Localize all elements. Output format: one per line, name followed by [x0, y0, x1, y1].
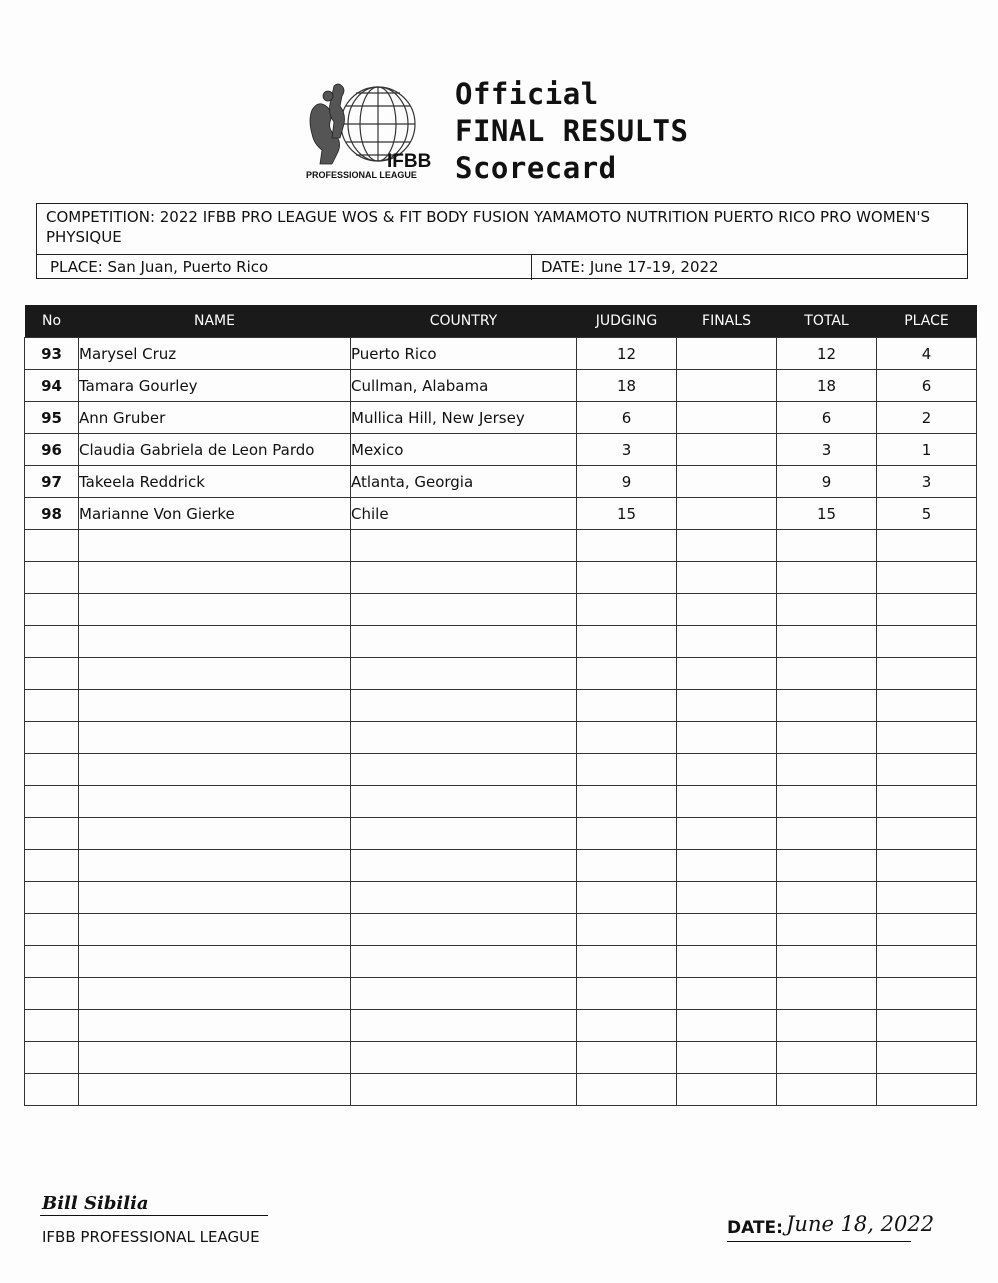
cell-no: 95 [25, 402, 79, 434]
cell-total-empty [777, 1042, 877, 1074]
cell-place-empty [877, 1042, 977, 1074]
cell-place-empty [877, 722, 977, 754]
table-row [25, 466, 977, 498]
cell-total-empty [777, 850, 877, 882]
cell-no-empty [25, 882, 79, 914]
cell-judging-empty [577, 850, 677, 882]
empty-table-row [25, 562, 977, 594]
cell-place-empty [877, 594, 977, 626]
cell-finals-empty [677, 946, 777, 978]
cell-judging-empty [577, 754, 677, 786]
logo-league-text: PROFESSIONAL LEAGUE [306, 170, 417, 180]
cell-judging-empty [577, 946, 677, 978]
cell-total-empty [777, 754, 877, 786]
cell-judging-empty [577, 978, 677, 1010]
cell-place-empty [877, 1010, 977, 1042]
cell-no-empty [25, 1074, 79, 1106]
title-line-scorecard: Scorecard [455, 151, 617, 185]
title-line-official: Official [455, 77, 599, 111]
cell-finals [677, 338, 777, 370]
cell-finals-empty [677, 978, 777, 1010]
table-row [25, 498, 977, 530]
table-row [25, 338, 977, 370]
cell-no-empty [25, 1042, 79, 1074]
cell-place-empty [877, 626, 977, 658]
cell-judging-empty [577, 914, 677, 946]
cell-finals-empty [677, 754, 777, 786]
cell-finals [677, 466, 777, 498]
table-header-row [25, 305, 977, 338]
cell-country-empty [351, 914, 577, 946]
header-place: PLACE [877, 305, 977, 338]
cell-name-empty [79, 658, 351, 690]
cell-country-empty [351, 722, 577, 754]
cell-finals-empty [677, 1010, 777, 1042]
cell-country-empty [351, 978, 577, 1010]
cell-judging-empty [577, 722, 677, 754]
cell-no-empty [25, 786, 79, 818]
cell-total: 3 [777, 434, 877, 466]
cell-name: Marysel Cruz [79, 338, 351, 370]
footer-date-label: DATE: [727, 1218, 783, 1238]
cell-place: 4 [877, 338, 977, 370]
cell-total-empty [777, 626, 877, 658]
cell-finals-empty [677, 626, 777, 658]
cell-no: 96 [25, 434, 79, 466]
cell-no-empty [25, 1010, 79, 1042]
cell-country-empty [351, 562, 577, 594]
cell-country-empty [351, 658, 577, 690]
cell-country: Chile [351, 498, 577, 530]
cell-total: 9 [777, 466, 877, 498]
empty-table-row [25, 530, 977, 562]
cell-place: 2 [877, 402, 977, 434]
cell-country: Cullman, Alabama [351, 370, 577, 402]
cell-country-empty [351, 818, 577, 850]
empty-table-row [25, 850, 977, 882]
cell-name-empty [79, 946, 351, 978]
cell-judging: 6 [577, 402, 677, 434]
cell-no: 93 [25, 338, 79, 370]
cell-total-empty [777, 882, 877, 914]
cell-total-empty [777, 946, 877, 978]
cell-country-empty [351, 1010, 577, 1042]
empty-table-row [25, 882, 977, 914]
cell-total-empty [777, 818, 877, 850]
cell-finals-empty [677, 594, 777, 626]
cell-total-empty [777, 690, 877, 722]
cell-place-empty [877, 658, 977, 690]
cell-no-empty [25, 914, 79, 946]
cell-finals-empty [677, 1074, 777, 1106]
date-field: DATE: June 17-19, 2022 [531, 255, 719, 280]
cell-name: Tamara Gourley [79, 370, 351, 402]
title-line-final-results: FINAL RESULTS [455, 114, 689, 148]
cell-country: Mullica Hill, New Jersey [351, 402, 577, 434]
cell-country-empty [351, 786, 577, 818]
cell-finals-empty [677, 530, 777, 562]
signature-line [40, 1215, 268, 1216]
cell-no-empty [25, 530, 79, 562]
cell-judging: 9 [577, 466, 677, 498]
header-judging: JUDGING [577, 305, 677, 338]
cell-place: 1 [877, 434, 977, 466]
table-row [25, 434, 977, 466]
empty-table-row [25, 818, 977, 850]
cell-country: Atlanta, Georgia [351, 466, 577, 498]
cell-place-empty [877, 946, 977, 978]
cell-country-empty [351, 946, 577, 978]
cell-no-empty [25, 690, 79, 722]
cell-name-empty [79, 530, 351, 562]
cell-place-empty [877, 882, 977, 914]
empty-table-row [25, 722, 977, 754]
cell-judging-empty [577, 530, 677, 562]
empty-table-row [25, 1010, 977, 1042]
cell-judging-empty [577, 594, 677, 626]
cell-judging: 3 [577, 434, 677, 466]
cell-place-empty [877, 818, 977, 850]
cell-total-empty [777, 562, 877, 594]
cell-name-empty [79, 978, 351, 1010]
cell-no-empty [25, 658, 79, 690]
cell-no-empty [25, 562, 79, 594]
cell-finals [677, 402, 777, 434]
empty-table-row [25, 754, 977, 786]
cell-name: Ann Gruber [79, 402, 351, 434]
cell-name-empty [79, 1010, 351, 1042]
cell-place: 5 [877, 498, 977, 530]
cell-name-empty [79, 1042, 351, 1074]
cell-finals-empty [677, 850, 777, 882]
cell-judging-empty [577, 786, 677, 818]
cell-place-empty [877, 690, 977, 722]
cell-total-empty [777, 1010, 877, 1042]
cell-judging-empty [577, 882, 677, 914]
cell-total: 15 [777, 498, 877, 530]
cell-name-empty [79, 882, 351, 914]
organization-label: IFBB PROFESSIONAL LEAGUE [42, 1228, 260, 1246]
cell-total-empty [777, 978, 877, 1010]
header-total: TOTAL [777, 305, 877, 338]
cell-country-empty [351, 1074, 577, 1106]
header-finals: FINALS [677, 305, 777, 338]
cell-country: Mexico [351, 434, 577, 466]
cell-judging-empty [577, 562, 677, 594]
competition-name: COMPETITION: 2022 IFBB PRO LEAGUE WOS & FIT BODY FUSION YAMAMOTO NUTRITION PUERTO RICO PRO WOMEN'S PHYSIQUE [46, 208, 931, 246]
cell-finals-empty [677, 722, 777, 754]
cell-total-empty [777, 722, 877, 754]
empty-table-row [25, 594, 977, 626]
cell-country-empty [351, 626, 577, 658]
cell-judging-empty [577, 1074, 677, 1106]
cell-finals-empty [677, 658, 777, 690]
cell-no: 98 [25, 498, 79, 530]
cell-judging-empty [577, 1010, 677, 1042]
cell-finals-empty [677, 786, 777, 818]
empty-table-row [25, 1074, 977, 1106]
cell-country-empty [351, 882, 577, 914]
table-row [25, 370, 977, 402]
cell-judging: 12 [577, 338, 677, 370]
empty-table-row [25, 946, 977, 978]
cell-finals-empty [677, 914, 777, 946]
cell-total-empty [777, 530, 877, 562]
page-title [455, 76, 688, 187]
cell-place-empty [877, 786, 977, 818]
cell-no: 94 [25, 370, 79, 402]
cell-total-empty [777, 658, 877, 690]
cell-name-empty [79, 562, 351, 594]
competition-info-box [36, 203, 968, 279]
cell-name-empty [79, 754, 351, 786]
cell-no-empty [25, 754, 79, 786]
cell-place-empty [877, 978, 977, 1010]
empty-table-row [25, 786, 977, 818]
cell-name-empty [79, 690, 351, 722]
cell-total: 12 [777, 338, 877, 370]
cell-judging: 18 [577, 370, 677, 402]
cell-name-empty [79, 818, 351, 850]
cell-total-empty [777, 914, 877, 946]
cell-country-empty [351, 594, 577, 626]
cell-name: Takeela Reddrick [79, 466, 351, 498]
cell-country-empty [351, 850, 577, 882]
cell-place-empty [877, 914, 977, 946]
cell-judging-empty [577, 626, 677, 658]
cell-place-empty [877, 754, 977, 786]
header-name: NAME [79, 305, 351, 338]
cell-total: 18 [777, 370, 877, 402]
results-body [25, 338, 977, 1106]
empty-table-row [25, 658, 977, 690]
cell-finals-empty [677, 882, 777, 914]
cell-country-empty [351, 754, 577, 786]
cell-no-empty [25, 818, 79, 850]
cell-no-empty [25, 722, 79, 754]
cell-no-empty [25, 978, 79, 1010]
header-no: No [25, 305, 79, 338]
cell-no-empty [25, 946, 79, 978]
cell-judging: 15 [577, 498, 677, 530]
cell-place-empty [877, 530, 977, 562]
cell-judging-empty [577, 690, 677, 722]
cell-judging-empty [577, 818, 677, 850]
cell-country: Puerto Rico [351, 338, 577, 370]
cell-name-empty [79, 626, 351, 658]
cell-place-empty [877, 562, 977, 594]
cell-finals [677, 434, 777, 466]
cell-judging-empty [577, 1042, 677, 1074]
cell-country-empty [351, 530, 577, 562]
cell-name: Claudia Gabriela de Leon Pardo [79, 434, 351, 466]
cell-place-empty [877, 850, 977, 882]
cell-total-empty [777, 1074, 877, 1106]
cell-total-empty [777, 594, 877, 626]
cell-no-empty [25, 594, 79, 626]
cell-no-empty [25, 850, 79, 882]
empty-table-row [25, 690, 977, 722]
footer-date-value: June 18, 2022 [786, 1212, 935, 1236]
cell-name-empty [79, 850, 351, 882]
footer-date-line [727, 1241, 911, 1242]
cell-no-empty [25, 626, 79, 658]
cell-place-empty [877, 1074, 977, 1106]
cell-total-empty [777, 786, 877, 818]
cell-name-empty [79, 914, 351, 946]
empty-table-row [25, 1042, 977, 1074]
cell-name-empty [79, 1074, 351, 1106]
cell-finals-empty [677, 1042, 777, 1074]
cell-country-empty [351, 1042, 577, 1074]
cell-finals [677, 498, 777, 530]
cell-name: Marianne Von Gierke [79, 498, 351, 530]
cell-country-empty [351, 690, 577, 722]
empty-table-row [25, 626, 977, 658]
signature: Bill Sibilia [42, 1193, 149, 1214]
table-row [25, 402, 977, 434]
cell-place: 3 [877, 466, 977, 498]
cell-judging-empty [577, 658, 677, 690]
place-date-row [37, 254, 967, 280]
results-table [24, 305, 977, 1106]
ifbb-logo [298, 80, 448, 180]
cell-total: 6 [777, 402, 877, 434]
cell-no: 97 [25, 466, 79, 498]
empty-table-row [25, 914, 977, 946]
cell-name-empty [79, 594, 351, 626]
empty-table-row [25, 978, 977, 1010]
place-field: PLACE: San Juan, Puerto Rico [50, 258, 269, 276]
header-country: COUNTRY [351, 305, 577, 338]
cell-finals [677, 370, 777, 402]
cell-name-empty [79, 722, 351, 754]
cell-finals-empty [677, 818, 777, 850]
cell-finals-empty [677, 562, 777, 594]
logo-ifbb-text: IFBB [387, 151, 432, 172]
cell-place: 6 [877, 370, 977, 402]
cell-finals-empty [677, 690, 777, 722]
cell-name-empty [79, 786, 351, 818]
